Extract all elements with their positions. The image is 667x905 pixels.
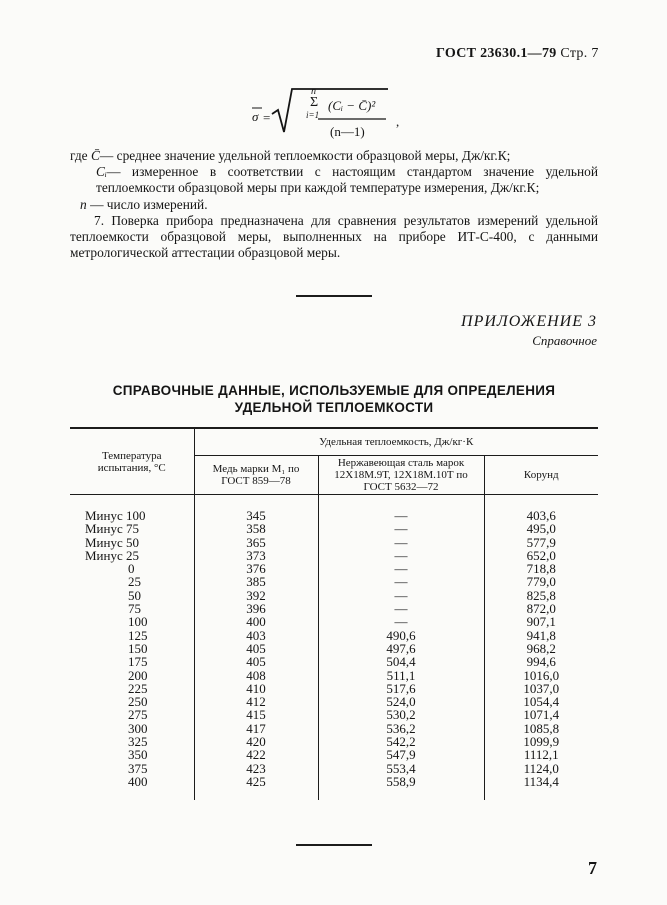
cell-copper: 405 <box>194 655 318 668</box>
table-row <box>70 722 598 735</box>
table-row <box>70 536 598 549</box>
cell-temperature: 225 <box>128 680 148 696</box>
table-row <box>70 602 598 615</box>
cell-temperature: 50 <box>128 587 141 603</box>
cell-steel: 547,9 <box>318 748 484 761</box>
cell-steel: 536,2 <box>318 722 484 735</box>
cell-temperature: 175 <box>128 654 148 670</box>
table-row <box>70 669 598 682</box>
cell-copper: 420 <box>194 735 318 748</box>
table-row <box>70 682 598 695</box>
cell-corundum: 968,2 <box>484 642 598 655</box>
cell-corundum: 872,0 <box>484 602 598 615</box>
cell-steel: 542,2 <box>318 735 484 748</box>
cell-corundum: 403,6 <box>484 495 598 523</box>
cell-corundum: 495,0 <box>484 522 598 535</box>
table-row <box>70 655 598 668</box>
bottom-divider <box>296 844 372 846</box>
cell-steel: 517,6 <box>318 682 484 695</box>
cell-copper: 400 <box>194 615 318 628</box>
cell-corundum: 1054,4 <box>484 695 598 708</box>
cell-steel: — <box>318 495 484 523</box>
cell-corundum: 718,8 <box>484 562 598 575</box>
cell-steel: — <box>318 575 484 588</box>
cell-copper: 392 <box>194 589 318 602</box>
cell-copper: 410 <box>194 682 318 695</box>
column-header-temperature: Температура испытания, °С <box>70 428 194 495</box>
cell-copper: 412 <box>194 695 318 708</box>
appendix-heading <box>461 313 597 349</box>
cell-temperature: 325 <box>128 734 148 750</box>
cell-steel: 497,6 <box>318 642 484 655</box>
appendix-title: ПРИЛОЖЕНИЕ 3 <box>461 313 597 330</box>
cell-temperature: 25 <box>128 574 141 590</box>
table-row <box>70 695 598 708</box>
column-header-copper: Медь марки М₁ по ГОСТ 859—78 <box>194 456 318 495</box>
column-header-corundum: Корунд <box>484 456 598 495</box>
cell-copper: 365 <box>194 536 318 549</box>
table-row <box>70 522 598 535</box>
cell-steel: — <box>318 602 484 615</box>
cell-temperature: 400 <box>128 773 148 789</box>
cell-temperature: 75 <box>128 601 141 617</box>
cell-temperature: 250 <box>128 694 148 710</box>
table-row <box>70 629 598 642</box>
table-row <box>70 562 598 575</box>
cell-steel: 511,1 <box>318 669 484 682</box>
cell-temperature: 125 <box>128 627 148 643</box>
cell-temperature: 275 <box>128 707 148 723</box>
table-title-line-2: УДЕЛЬНОЙ ТЕПЛОЕМКОСТИ <box>234 400 434 415</box>
cell-steel: — <box>318 562 484 575</box>
cell-temperature: 350 <box>128 747 148 763</box>
cell-temperature: 100 <box>128 614 148 630</box>
table-row <box>70 708 598 721</box>
cell-corundum: 994,6 <box>484 655 598 668</box>
formula-numerator: (Cᵢ − C̄)² <box>328 98 376 113</box>
cell-temperature: 375 <box>128 760 148 776</box>
cell-steel: — <box>318 549 484 562</box>
definition-count: n — число измерений. <box>80 196 208 212</box>
sum-sign: Σ <box>310 95 319 110</box>
cell-corundum: 825,8 <box>484 589 598 602</box>
cell-corundum: 1016,0 <box>484 669 598 682</box>
cell-temperature: 0 <box>128 561 135 577</box>
cell-copper: 396 <box>194 602 318 615</box>
definition-mean: где C̄— среднее значение удельной теплоемкости образцовой меры, Дж/кг.К; <box>70 148 511 163</box>
cell-copper: 385 <box>194 575 318 588</box>
table-row <box>70 549 598 562</box>
table-row <box>70 748 598 761</box>
formula-denominator: (n—1) <box>330 124 365 139</box>
cell-corundum: 652,0 <box>484 549 598 562</box>
cell-corundum: 907,1 <box>484 615 598 628</box>
specific-heat-table <box>70 427 598 800</box>
table-row <box>70 735 598 748</box>
cell-copper: 376 <box>194 562 318 575</box>
cell-steel: 558,9 <box>318 775 484 800</box>
cell-steel: 524,0 <box>318 695 484 708</box>
table-title <box>70 382 598 416</box>
cell-copper: 408 <box>194 669 318 682</box>
cell-steel: — <box>318 589 484 602</box>
table-row <box>70 615 598 628</box>
table-row <box>70 495 598 523</box>
table-row <box>70 762 598 775</box>
cell-temperature: Минус 25 <box>85 547 139 563</box>
cell-corundum: 1085,8 <box>484 722 598 735</box>
std-deviation-formula: σ = n Σ i=1 (Cᵢ − C̄)² (n—1) , <box>250 86 420 146</box>
cell-copper: 345 <box>194 495 318 523</box>
cell-temperature: 200 <box>128 667 148 683</box>
cell-temperature: Минус 100 <box>85 508 146 523</box>
cell-temperature: 300 <box>128 720 148 736</box>
cell-corundum: 1112,1 <box>484 748 598 761</box>
cell-steel: 553,4 <box>318 762 484 775</box>
cell-copper: 423 <box>194 762 318 775</box>
table-title-line-1: СПРАВОЧНЫЕ ДАННЫЕ, ИСПОЛЬЗУЕМЫЕ ДЛЯ ОПРЕДЕЛЕНИЯ <box>112 383 556 398</box>
cell-corundum: 1037,0 <box>484 682 598 695</box>
paragraph-7: 7. Поверка прибора предназначена для сравнения результатов измерений удельной теплоемкости образцовой меры, выполненных на приборе ИТ-С-400, с данными метрологической аттестации образцовой меры. <box>70 213 598 261</box>
cell-copper: 358 <box>194 522 318 535</box>
column-header-steel: Нержавеющая сталь марок 12Х18М.9Т, 12Х18М.10Т по ГОСТ 5632—72 <box>318 456 484 495</box>
table-row <box>70 575 598 588</box>
standard-number: ГОСТ 23630.1—79 <box>436 46 557 61</box>
symbol-definitions <box>70 148 598 213</box>
cell-steel: 490,6 <box>318 629 484 642</box>
cell-corundum: 941,8 <box>484 629 598 642</box>
table-row <box>70 589 598 602</box>
cell-corundum: 577,9 <box>484 536 598 549</box>
page-label: Стр. 7 <box>560 46 599 61</box>
page-number: 7 <box>588 858 597 878</box>
cell-temperature: Минус 50 <box>85 534 139 550</box>
cell-copper: 405 <box>194 642 318 655</box>
cell-steel: — <box>318 522 484 535</box>
cell-temperature: Минус 75 <box>85 521 139 537</box>
cell-steel: 504,4 <box>318 655 484 668</box>
cell-temperature: 150 <box>128 640 148 656</box>
cell-corundum: 1134,4 <box>484 775 598 800</box>
cell-steel: 530,2 <box>318 708 484 721</box>
cell-steel: — <box>318 615 484 628</box>
table-row <box>70 642 598 655</box>
cell-steel: — <box>318 536 484 549</box>
section-divider <box>296 295 372 297</box>
sum-upper-limit: n <box>311 86 316 97</box>
appendix-subtitle: Справочное <box>532 333 597 348</box>
sum-lower-limit: i=1 <box>306 110 320 120</box>
cell-copper: 425 <box>194 775 318 800</box>
cell-copper: 373 <box>194 549 318 562</box>
page-header <box>436 46 599 62</box>
column-group-header: Удельная теплоемкость, Дж/кг·К <box>194 428 598 456</box>
cell-copper: 403 <box>194 629 318 642</box>
cell-copper: 422 <box>194 748 318 761</box>
definition-measured: Cᵢ— измеренное в соответствии с настоящим стандартом значение удельной теплоемкости образцовой меры при каждой температуре измерения, Дж/кг.К; <box>96 164 598 196</box>
cell-copper: 417 <box>194 722 318 735</box>
cell-copper: 415 <box>194 708 318 721</box>
cell-corundum: 1099,9 <box>484 735 598 748</box>
cell-corundum: 779,0 <box>484 575 598 588</box>
cell-corundum: 1071,4 <box>484 708 598 721</box>
formula-lhs: σ <box>252 109 259 124</box>
cell-corundum: 1124,0 <box>484 762 598 775</box>
table-row <box>70 775 598 800</box>
